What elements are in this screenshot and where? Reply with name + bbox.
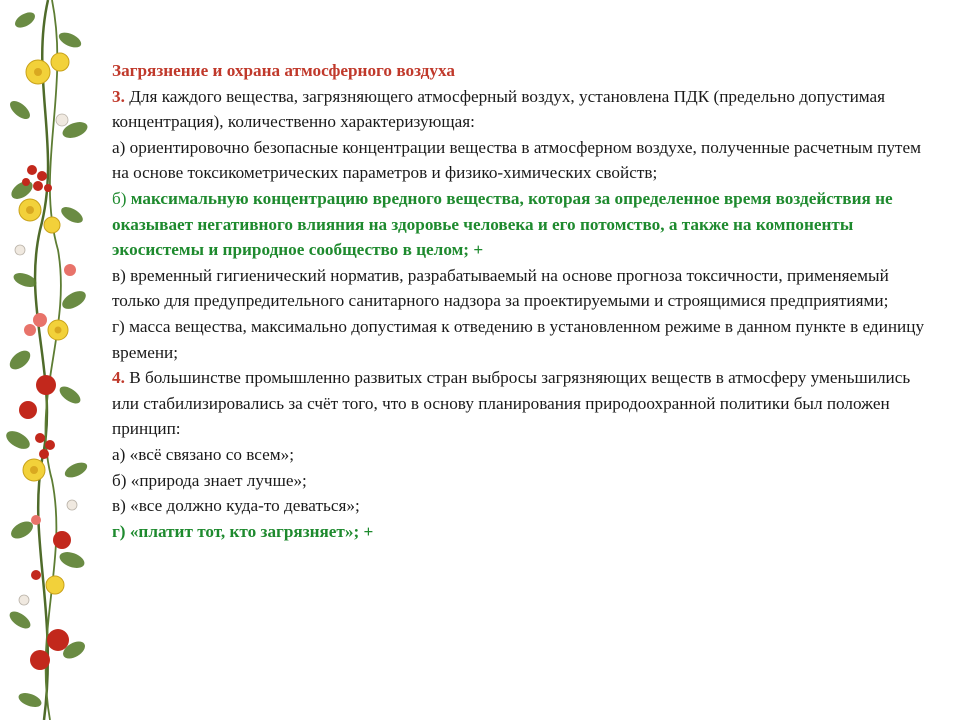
question-4-option-b: б) «природа знает лучше»; bbox=[112, 470, 307, 490]
page-title: Загрязнение и охрана атмосферного воздуха bbox=[112, 61, 455, 80]
question-4-text: В большинстве промышленно развитых стран выбросы загрязняющих веществ в атмосферу уменьшились или стабилизировались за счёт того, что в основу планирования природоохранной политики был положен принцип: bbox=[112, 368, 911, 439]
question-4-number: 4. bbox=[112, 368, 125, 388]
question-3-text: Для каждого вещества, загрязняющего атмосферный воздух, установлена ПДК (предельно допустимая концентрация), количественно характеризующая: bbox=[112, 86, 886, 132]
question-3-option-a: а) ориентировочно безопасные концентрации вещества в атмосферном воздухе, полученные расчетным путем на основе токсикометрических параметров и физико-химических свойств; bbox=[112, 137, 921, 183]
question-4-option-a: а) «всё связано со всем»; bbox=[112, 444, 294, 464]
question-3-stem bbox=[112, 84, 932, 135]
question-3-option-c: в) временный гигиенический норматив, разрабатываемый на основе прогноза токсичности, применяемый только для предупредительного санитарного надзора за проектируемыми и строящимися предприятиями; bbox=[112, 265, 889, 311]
question-4-option-c: в) «все должно куда-то деваться»; bbox=[112, 496, 360, 516]
question-3-option-b-prefix: б) bbox=[112, 188, 127, 208]
question-4-option-d: г) «платит тот, кто загрязняет»; + bbox=[112, 521, 374, 541]
flower-garland-decoration bbox=[0, 0, 100, 720]
question-3-option-b-text: максимальную концентрацию вредного вещества, которая за определенное время воздействия не оказывает негативного влияния на здоровье человека и его потомство, а также на компоненты экосистемы и природное сообщество в целом; + bbox=[112, 188, 893, 260]
question-3-option-b bbox=[112, 186, 932, 263]
question-3-option-d: г) масса вещества, максимально допустимая к отведению в установленном режиме в данном пункте в единицу времени; bbox=[112, 316, 925, 362]
question-3-number: 3. bbox=[112, 86, 125, 106]
quiz-content bbox=[112, 58, 932, 544]
question-4-stem bbox=[112, 365, 932, 442]
